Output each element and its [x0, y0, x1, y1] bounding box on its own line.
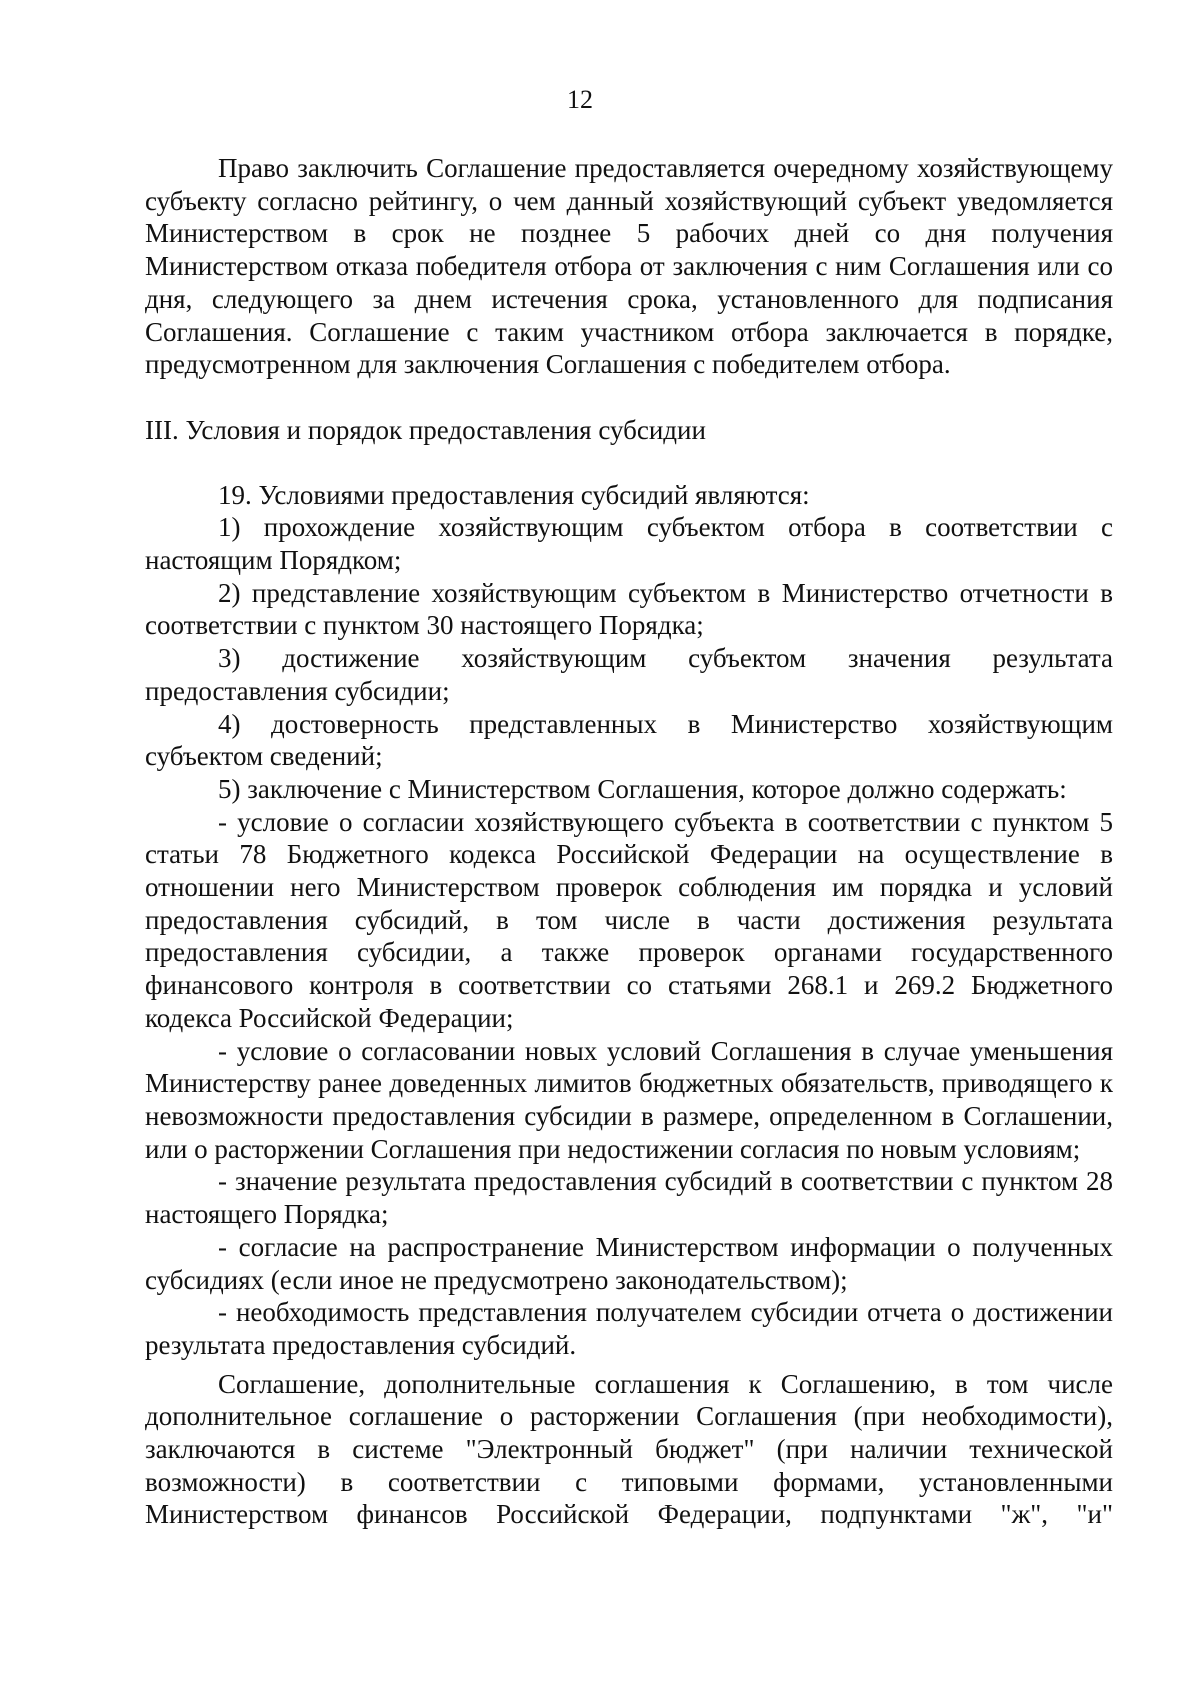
clause-19-item-4: 4) достоверность представленных в Министерство хозяйствующим субъектом сведений; [145, 708, 1113, 772]
agreement-condition-new-terms: - условие о согласовании новых условий Соглашения в случае уменьшения Министерству ранее доведенных лимитов бюджетных обязательств, приводящего к невозможности предоставления субсидии в размере, определенном в Соглашении, или о расторжении Соглашения при недостижении согласия по новым условиям; [145, 1035, 1113, 1164]
agreement-condition-result-value: - значение результата предоставления субсидий в соответствии с пунктом 28 настоящего Порядка; [145, 1166, 1113, 1230]
paragraph-electronic-budget: Соглашение, дополнительные соглашения к Соглашению, в том числе дополнительное соглашение о расторжении Соглашения (при необходимости), заключаются в системе "Электронный бюджет" (при наличии технической возможности) в соответствии с типовыми формами, установленными Министерством финансов Российской Федерации, подпунктами "ж", "и" [145, 1368, 1113, 1530]
document-body [145, 152, 1113, 1531]
clause-19-intro: 19. Условиями предоставления субсидий являются: [218, 479, 810, 510]
agreement-condition-report: - необходимость представления получателем субсидии отчета о достижении результата предоставления субсидий. [145, 1297, 1113, 1360]
page-number: 12 [567, 85, 593, 114]
clause-19-item-5: 5) заключение с Министерством Соглашения, которое должно содержать: [218, 773, 1067, 804]
paragraph-right-to-sign: Право заключить Соглашение предоставляется очередному хозяйствующему субъекту согласно рейтингу, о чем данный хозяйствующий субъект уведомляется Министерством в срок не позднее 5 рабочих дней со дня получения Министерством отказа победителя отбора от заключения с ним Соглашения или со дня, следующего за днем истечения срока, установленного для подписания Соглашения. Соглашение с таким участником отбора заключается в порядке, предусмотренном для заключения Соглашения с победителем отбора. [145, 153, 1113, 380]
section-heading: III. Условия и порядок предоставления субсидии [145, 414, 706, 445]
agreement-condition-audit-consent: - условие о согласии хозяйствующего субъекта в соответствии с пунктом 5 статьи 78 Бюджетного кодекса Российской Федерации на осуществление в отношении него Министерством проверок соблюдения им порядка и условий предоставления субсидий, в том числе в части достижения результата предоставления субсидии, а также проверок органами государственного финансового контроля в соответствии со статьями 268.1 и 269.2 Бюджетного кодекса Российской Федерации; [145, 806, 1113, 1033]
clause-19-item-2: 2) представление хозяйствующим субъектом в Министерство отчетности в соответствии с пунктом 30 настоящего Порядка; [145, 577, 1113, 641]
agreement-condition-publication-consent: - согласие на распространение Министерством информации о полученных субсидиях (если иное не предусмотрено законодательством); [145, 1231, 1113, 1295]
clause-19-item-3: 3) достижение хозяйствующим субъектом значения результата предоставления субсидии; [145, 643, 1113, 706]
clause-19-item-1: 1) прохождение хозяйствующим субъектом отбора в соответствии с настоящим Порядком; [145, 512, 1113, 576]
